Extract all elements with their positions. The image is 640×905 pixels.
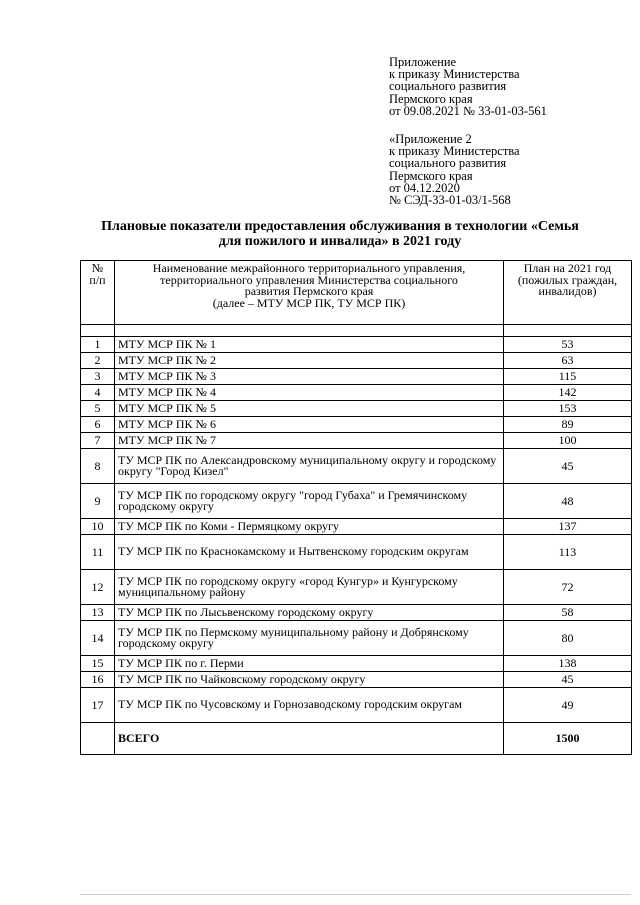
- row-name: МТУ МСР ПК № 6: [115, 417, 504, 433]
- row-name: МТУ МСР ПК № 7: [115, 433, 504, 449]
- row-name: ТУ МСР ПК по Лысьвенскому городскому округу: [115, 605, 504, 621]
- table-row: [81, 353, 632, 369]
- total-row: [81, 723, 632, 755]
- table-row: [81, 433, 632, 449]
- table-row: [81, 449, 632, 484]
- appendix-line: Пермского края: [389, 168, 473, 183]
- row-plan-value: 153: [504, 401, 632, 417]
- table-row: [81, 519, 632, 535]
- header-num: № п/п: [81, 261, 115, 325]
- row-plan-value: 63: [504, 353, 632, 369]
- row-name: МТУ МСР ПК № 2: [115, 353, 504, 369]
- row-number: 8: [81, 449, 115, 484]
- spacer-cell: [81, 325, 115, 337]
- spacer-cell: [115, 325, 504, 337]
- row-number: 11: [81, 535, 115, 570]
- title-line-2: для пожилого и инвалида» в 2021 году: [218, 234, 462, 249]
- row-plan-value: 49: [504, 688, 632, 723]
- table-row: [81, 484, 632, 519]
- row-plan-value: 45: [504, 672, 632, 688]
- row-number: 3: [81, 369, 115, 385]
- row-name: МТУ МСР ПК № 5: [115, 401, 504, 417]
- row-plan-value: 142: [504, 385, 632, 401]
- total-num-empty: [81, 723, 115, 755]
- title-line-1: Плановые показатели предоставления обслуживания в технологии «Семья: [101, 219, 579, 234]
- row-name: ТУ МСР ПК по городскому округу «город Кунгур» и Кунгурскому муниципальному району: [115, 570, 504, 605]
- table-row: [81, 672, 632, 688]
- appendix-order-2: [389, 133, 629, 206]
- table-row: [81, 337, 632, 353]
- header-plan: План на 2021 год (пожилых граждан, инвалидов): [504, 261, 632, 325]
- table-row: [81, 621, 632, 656]
- row-name: ТУ МСР ПК по г. Перми: [115, 656, 504, 672]
- row-name: ТУ МСР ПК по Александровскому муниципальному округу и городскому округу "Город Кизел": [115, 449, 504, 484]
- row-number: 16: [81, 672, 115, 688]
- row-number: 12: [81, 570, 115, 605]
- row-plan-value: 113: [504, 535, 632, 570]
- row-name: ТУ МСР ПК по Коми - Пермяцкому округу: [115, 519, 504, 535]
- row-plan-value: 137: [504, 519, 632, 535]
- row-plan-value: 89: [504, 417, 632, 433]
- row-number: 5: [81, 401, 115, 417]
- row-plan-value: 45: [504, 449, 632, 484]
- appendix-line: социального развития: [389, 79, 507, 94]
- appendix-line: Приложение: [389, 55, 457, 69]
- appendix-line: № СЭД-33-01-03/1-568: [389, 193, 511, 208]
- plan-table: [80, 260, 632, 755]
- row-number: 14: [81, 621, 115, 656]
- page-bottom-divider: [80, 894, 631, 895]
- header-name: Наименование межрайонного территориального управления, территориального управления Министерства социального развития Пермского края (далее – МТУ МСР ПК, ТУ МСР ПК): [115, 261, 504, 325]
- row-number: 10: [81, 519, 115, 535]
- appendix-line: к приказу Министерства: [389, 67, 520, 82]
- row-plan-value: 115: [504, 369, 632, 385]
- row-plan-value: 72: [504, 570, 632, 605]
- total-value: 1500: [504, 723, 632, 755]
- table-row: [81, 570, 632, 605]
- table-row: [81, 605, 632, 621]
- appendix-line: к приказу Министерства: [389, 144, 520, 159]
- row-number: 4: [81, 385, 115, 401]
- appendix-line: Пермского края: [389, 91, 473, 106]
- row-number: 1: [81, 337, 115, 353]
- spacer-cell: [504, 325, 632, 337]
- row-name: МТУ МСР ПК № 1: [115, 337, 504, 353]
- row-plan-value: 58: [504, 605, 632, 621]
- row-plan-value: 100: [504, 433, 632, 449]
- header-spacer-row: [81, 325, 632, 337]
- row-name: МТУ МСР ПК № 3: [115, 369, 504, 385]
- row-name: ТУ МСР ПК по Чайковскому городскому округу: [115, 672, 504, 688]
- row-name: ТУ МСР ПК по Краснокамскому и Нытвенскому городским округам: [115, 535, 504, 570]
- row-name: ТУ МСР ПК по Пермскому муниципальному району и Добрянскому городскому округу: [115, 621, 504, 656]
- table-row: [81, 401, 632, 417]
- row-number: 15: [81, 656, 115, 672]
- row-number: 7: [81, 433, 115, 449]
- appendix-line: «Приложение 2: [389, 132, 472, 146]
- row-number: 9: [81, 484, 115, 519]
- appendix-order-1: [389, 56, 629, 117]
- appendix-line: социального развития: [389, 156, 507, 171]
- appendix-line: от 04.12.2020: [389, 180, 460, 195]
- row-plan-value: 138: [504, 656, 632, 672]
- total-label: ВСЕГО: [115, 723, 504, 755]
- row-name: ТУ МСР ПК по городскому округу "город Губаха" и Гремячинскому городскому округу: [115, 484, 504, 519]
- table-row: [81, 688, 632, 723]
- table-row: [81, 369, 632, 385]
- row-plan-value: 53: [504, 337, 632, 353]
- table-body: [81, 325, 632, 755]
- row-plan-value: 48: [504, 484, 632, 519]
- row-number: 6: [81, 417, 115, 433]
- table-row: [81, 385, 632, 401]
- table-row: [81, 417, 632, 433]
- document-title: [60, 219, 620, 249]
- table-row: [81, 535, 632, 570]
- row-name: ТУ МСР ПК по Чусовскому и Горнозаводскому городским округам: [115, 688, 504, 723]
- row-name: МТУ МСР ПК № 4: [115, 385, 504, 401]
- appendix-line: от 09.08.2021 № 33-01-03-561: [389, 103, 547, 118]
- row-number: 2: [81, 353, 115, 369]
- row-number: 13: [81, 605, 115, 621]
- table-row: [81, 656, 632, 672]
- row-number: 17: [81, 688, 115, 723]
- row-plan-value: 80: [504, 621, 632, 656]
